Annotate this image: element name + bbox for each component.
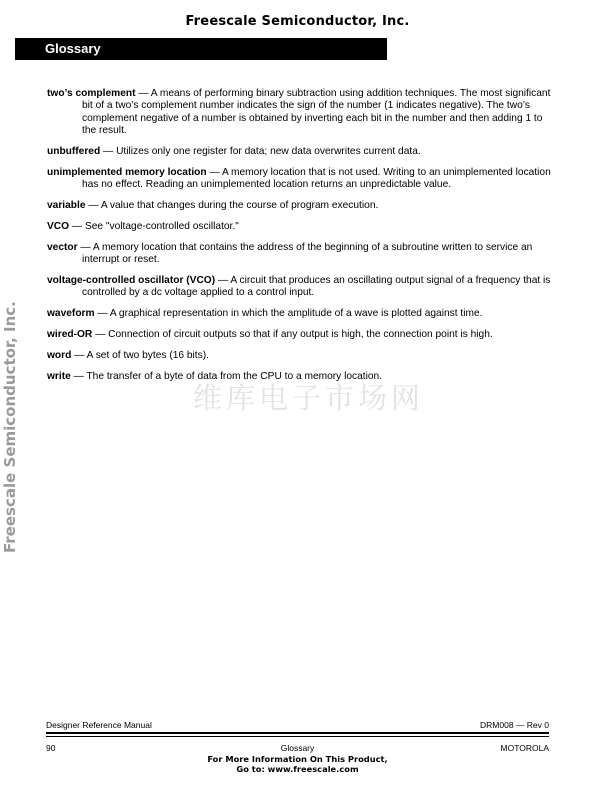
term-separator: —	[70, 370, 87, 382]
glossary-term: wired-OR	[47, 328, 93, 340]
glossary-entry	[47, 350, 552, 362]
glossary-entry	[47, 200, 552, 212]
glossary-definition: See "voltage-controlled oscillator."	[84, 220, 239, 232]
glossary-definition: A circuit that produces an oscillating output signal of a frequency that is controlled by a dc voltage applied to a control input.	[82, 274, 551, 299]
footer-info-line-2: Go to: www.freescale.com	[236, 763, 359, 774]
term-separator: —	[71, 349, 87, 361]
footer-doc-revision: DRM008 — Rev 0	[480, 720, 549, 730]
glossary-term: VCO	[47, 220, 70, 232]
glossary-definition: Connection of circuit outputs so that if any output is high, the connection point is high.	[108, 328, 493, 340]
glossary-term: waveform	[47, 308, 95, 320]
term-separator: —	[69, 220, 85, 232]
glossary-entry	[47, 329, 552, 341]
glossary-definition: A graphical representation in which the amplitude of a wave is plotted against time.	[109, 308, 483, 320]
glossary-term: word	[47, 349, 72, 361]
glossary-definition: A memory location that is not used. Writing to an unimplemented location has no effect. Reading an unimplemented location returns an unpredictable value.	[82, 166, 551, 190]
glossary-term: variable	[47, 199, 86, 211]
page-number: 90	[46, 743, 56, 753]
glossary-term: unimplemented memory location	[47, 166, 207, 178]
footer-rule-thick	[46, 732, 549, 734]
glossary-list	[47, 88, 552, 392]
glossary-definition: A memory location that contains the address of the beginning of a subroutine written to service an interrupt or reset.	[82, 241, 533, 265]
glossary-entry	[47, 167, 552, 192]
glossary-term: voltage-controlled oscillator (VCO)	[47, 274, 216, 286]
term-separator: —	[92, 328, 109, 340]
footer-section-name: Glossary	[280, 743, 315, 753]
section-title-bar: Glossary	[15, 38, 387, 60]
footer-doc-title: Designer Reference Manual	[46, 720, 152, 730]
glossary-term: vector	[47, 241, 78, 253]
glossary-entry	[47, 146, 552, 158]
footer-brand: MOTOROLA	[500, 743, 549, 753]
term-separator: —	[94, 308, 110, 320]
term-separator: —	[215, 274, 231, 286]
term-separator: —	[135, 88, 151, 99]
glossary-term: unbuffered	[47, 145, 101, 157]
glossary-entry	[47, 308, 552, 320]
glossary-definition: Utilizes only one register for data; new data overwrites current data.	[116, 145, 421, 157]
glossary-entry	[47, 88, 552, 137]
glossary-entry	[47, 242, 552, 267]
glossary-term: write	[47, 370, 71, 382]
glossary-entry	[47, 221, 552, 233]
term-separator: —	[77, 241, 93, 253]
glossary-term: two’s complement	[47, 88, 136, 99]
glossary-definition: A set of two bytes (16 bits).	[86, 349, 209, 361]
footer-info	[0, 755, 595, 774]
glossary-definition: The transfer of a byte of data from the CPU to a memory location.	[86, 370, 383, 382]
glossary-definition: A value that changes during the course of program execution.	[100, 199, 379, 211]
sidebar-label: Freescale Semiconductor, Inc.	[1, 301, 19, 553]
glossary-entry	[47, 371, 552, 383]
glossary-entry	[47, 275, 552, 300]
term-separator: —	[85, 199, 101, 211]
term-separator: —	[100, 145, 117, 157]
term-separator: —	[206, 166, 222, 178]
watermark: 维库电子市场网	[193, 381, 425, 415]
footer-rule-thin	[46, 736, 549, 737]
footer-info-line-1: For More Information On This Product,	[207, 754, 388, 764]
page-header-title: Freescale Semiconductor, Inc.	[185, 14, 410, 29]
glossary-definition: A means of performing binary subtraction using addition techniques. The most significant bit of a two’s complement number indicates the sign of the number (1 indicates negative). The two’s complement negative of a number is obtained by inverting each bit in the number and then adding 1 to the result.	[82, 88, 551, 136]
